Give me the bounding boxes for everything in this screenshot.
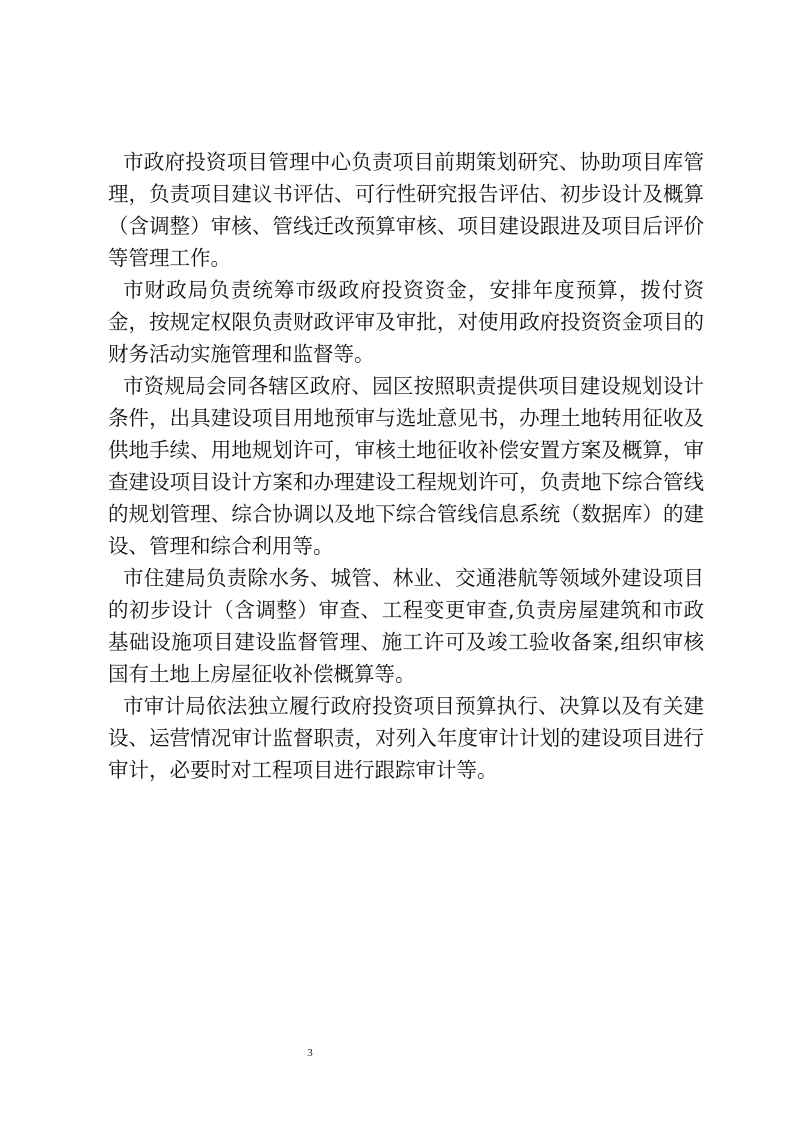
paragraph-finance-bureau: 市财政局负责统筹市级政府投资资金，安排年度预算，拨付资金，按规定权限负责财政评审及审批，对使用政府投资资金项目的财务活动实施管理和监督等。	[108, 278, 704, 366]
paragraph-housing-bureau: 市住建局负责除水务、城管、林业、交通港航等领域外建设项目的初步设计（含调整）审查、工程变更审查,负责房屋建筑和市政基础设施项目建设监督管理、施工许可及竣工验收备案,组织审核国有土地上房屋征收补偿概算等。	[108, 566, 704, 686]
body-text	[108, 146, 704, 786]
paragraph-planning-bureau: 市资规局会同各辖区政府、园区按照职责提供项目建设规划设计条件，出具建设项目用地预审与选址意见书，办理土地转用征收及供地手续、用地规划许可，审核土地征收补偿安置方案及概算，审查建设项目设计方案和办理建设工程规划许可，负责地下综合管线的规划管理、综合协调以及地下综合管线信息系统（数据库）的建设、管理和综合利用等。	[108, 374, 704, 558]
paragraph-investment-center: 市政府投资项目管理中心负责项目前期策划研究、协助项目库管理，负责项目建议书评估、可行性研究报告评估、初步设计及概算（含调整）审核、管线迁改预算审核、项目建设跟进及项目后评价等管理工作。	[108, 150, 704, 270]
paragraph-audit-bureau: 市审计局依法独立履行政府投资项目预算执行、决算以及有关建设、运营情况审计监督职责，对列入年度审计计划的建设项目进行审计，必要时对工程项目进行跟踪审计等。	[108, 694, 704, 782]
page-number: 3	[307, 1047, 313, 1059]
